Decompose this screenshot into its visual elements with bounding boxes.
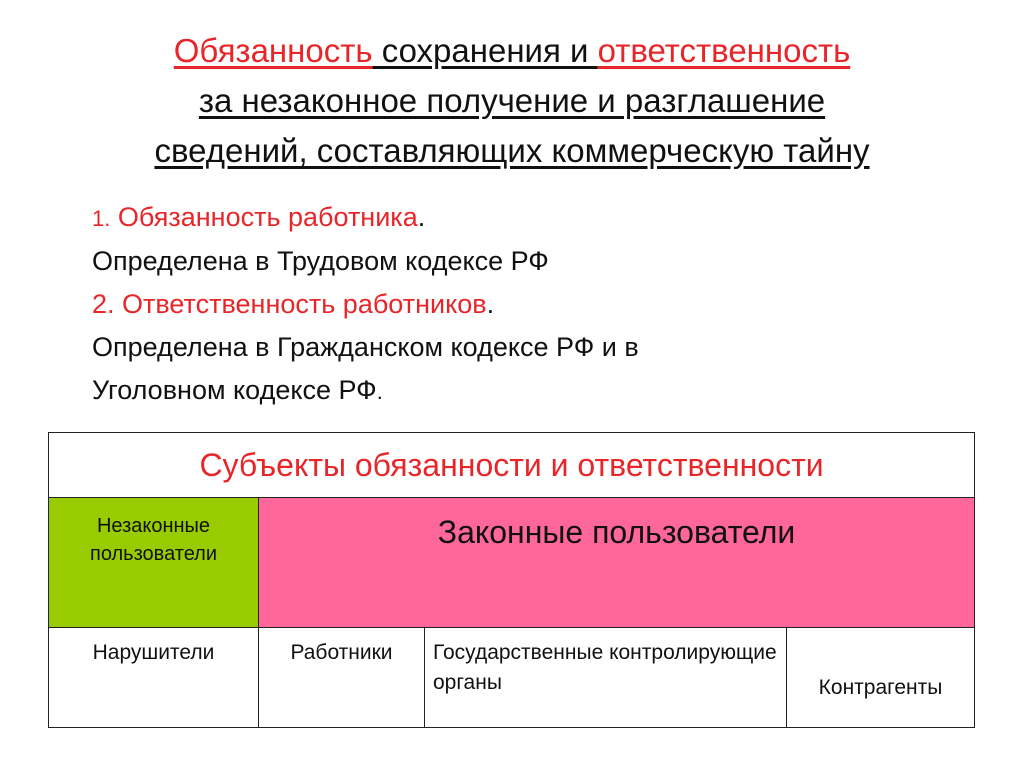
table-header-row: [49, 433, 975, 498]
item1-description: Определена в Трудовом кодексе РФ: [92, 246, 549, 276]
illegal-users-cell: Незаконные пользователи: [49, 498, 259, 628]
title-word-preservation: сохранения и: [372, 32, 598, 69]
contractors-cell: Контрагенты: [787, 628, 975, 728]
subjects-table: [48, 432, 975, 728]
employees-cell: Работники: [259, 628, 425, 728]
title-line-2: за незаконное получение и разглашение: [198, 82, 826, 119]
item2-description-line1: Определена в Гражданском кодексе РФ и в: [92, 332, 639, 362]
title-word-obligation: Обязанность: [173, 32, 373, 69]
title-word-responsibility: ответственность: [597, 32, 851, 69]
item2-description-line2-text: Уголовном кодексе РФ: [92, 375, 377, 405]
body-text: [92, 196, 952, 413]
item2-heading: [92, 283, 952, 326]
slide-title: [40, 26, 984, 176]
item2-description-dot: .: [376, 379, 383, 404]
item2-description-line2: [92, 369, 952, 413]
item2-dot: .: [486, 289, 495, 319]
table-category-row: [49, 498, 975, 628]
violators-cell: Нарушители: [49, 628, 259, 728]
item2-title: 2. Ответственность работников: [92, 289, 487, 319]
legal-users-cell: Законные пользователи: [259, 498, 975, 628]
table-subjects-row: [49, 628, 975, 728]
item1-number: 1.: [92, 206, 111, 231]
item1-heading: [92, 196, 952, 240]
item1-title: Обязанность работника: [110, 202, 418, 232]
item1-dot: .: [417, 202, 426, 232]
title-line-3: сведений, составляющих коммерческую тайну: [154, 132, 870, 169]
table-header: Субъекты обязанности и ответственности: [49, 433, 975, 498]
state-bodies-cell: Государственные контролирующие органы: [425, 628, 787, 728]
